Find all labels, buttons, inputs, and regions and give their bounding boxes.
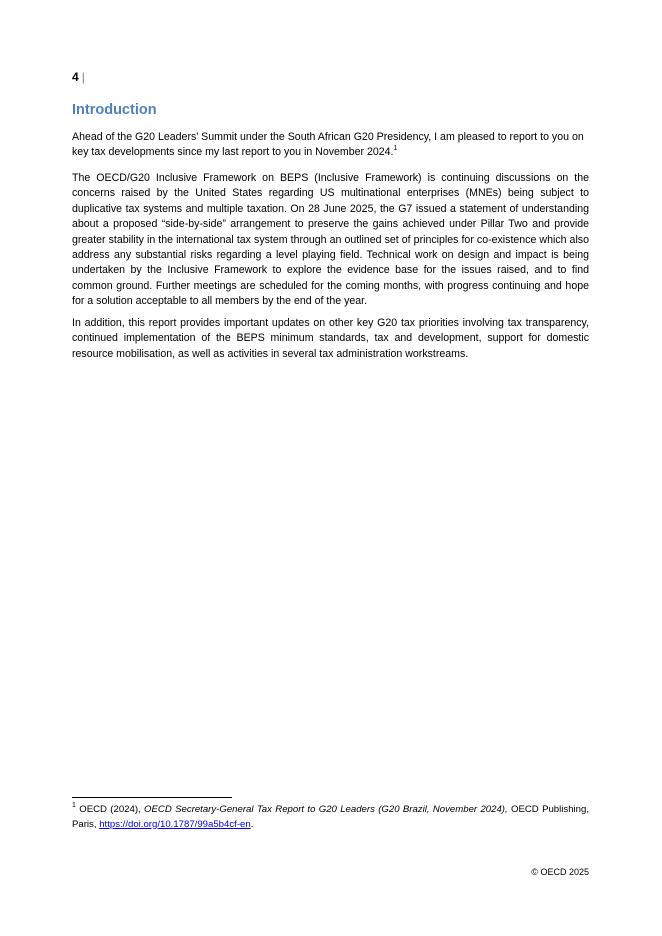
paragraph-intro-text: Ahead of the G20 Leaders’ Summit under the South African G20 Presidency, I am pleased to report to you on key tax developments since my last report to you in November 2024. xyxy=(72,131,584,159)
footnote-trailing: . xyxy=(250,818,254,830)
footnote-divider xyxy=(72,797,232,798)
footnote-lead: OECD (2024), xyxy=(79,804,145,815)
paragraph-other-priorities: In addition, this report provides important updates on other key G20 tax priorities involving tax transparency, continued implementation of the BEPS minimum standards, tax and development, support for domestic resource mobilisation, as well as activities in several tax administration workstreams. xyxy=(72,317,589,360)
paragraph-intro xyxy=(72,130,589,161)
section-title: Introduction xyxy=(72,102,157,118)
footnote xyxy=(72,803,589,832)
footnote-title: OECD Secretary-General Tax Report to G20 Leaders (G20 Brazil, November 2024), xyxy=(144,804,508,815)
copyright-notice: © OECD 2025 xyxy=(531,867,589,877)
paragraph-inclusive-framework: The OECD/G20 Inclusive Framework on BEPS (Inclusive Framework) is continuing discussions on the concerns raised by the United States regarding US multinational enterprises (MNEs) being subject to duplicative tax systems and multiple taxation. On 28 June 2025, the G7 issued a statement of understanding about a proposed “side-by-side” arrangement to preserve the gains achieved under Pillar Two and provide greater stability in the international tax system through an outlined set of principles for co-existence which also address any substantial risks regarding a level playing field. Technical work on design and impact is being undertaken by the Inclusive Framework to explore the evidence base for the issues raised, and to find common ground. Further meetings are scheduled for the coming months, with progress continuing and hope for a solution acceptable to all members by the end of the year. xyxy=(72,172,589,308)
footnote-number: 1 xyxy=(72,802,76,809)
header-separator: | xyxy=(81,70,85,84)
page-header xyxy=(72,70,85,84)
footnote-reference[interactable]: 1 xyxy=(393,145,398,153)
page-number: 4 xyxy=(72,70,79,84)
footnote-publisher: OECD Publishing, Paris, xyxy=(72,804,589,830)
footnote-doi-link[interactable]: https://doi.org/10.1787/99a5b4cf-en xyxy=(99,818,251,830)
